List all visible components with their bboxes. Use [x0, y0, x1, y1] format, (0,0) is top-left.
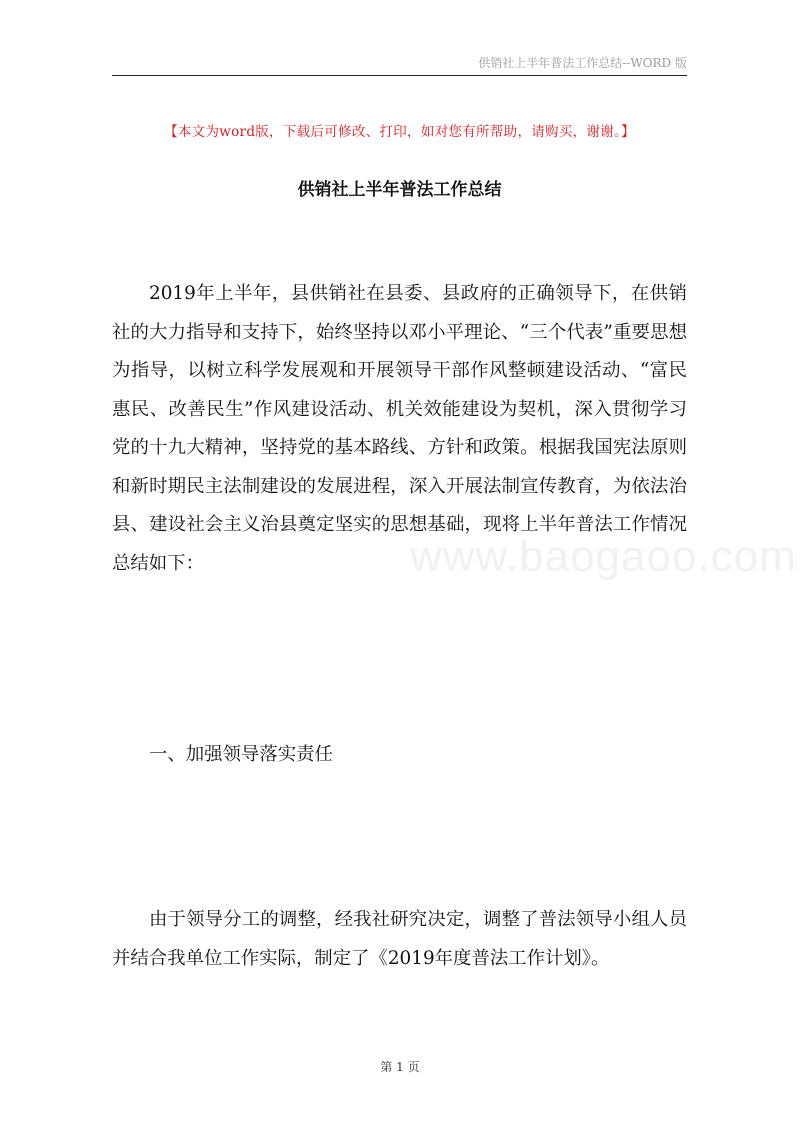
- watermark: www.baogaoo.com: [410, 532, 797, 581]
- header-divider: [112, 75, 687, 76]
- purchase-notice: 【本文为word版，下载后可修改、打印，如对您有所帮助，请购买，谢谢。】: [164, 124, 635, 140]
- page-number: 第 1 页: [380, 1060, 420, 1074]
- intro-paragraph: 2019年上半年，县供销社在县委、县政府的正确领导下，在供销社的大力指导和支持下，始终坚持以邓小平理论、“三个代表”重要思想为指导，以树立科学发展观和开展领导干部作风整顿建设活动、“富民惠民、改善民生”作风建设活动、机关效能建设为契机，深入贯彻学习党的十九大精神，坚持党的基本路线、方针和政策。根据我国宪法原则和新时期民主法制建设的发展进程，深入开展法制宣传教育，为依法治县、建设社会主义治县奠定坚实的思想基础，现将上半年普法工作情况总结如下：: [112, 283, 687, 574]
- body-paragraph: 由于领导分工的调整，经我社研究决定，调整了普法领导小组人员并结合我单位工作实际，制定了《2019年度普法工作计划》。: [112, 909, 687, 969]
- section-heading: 一、加强领导落实责任: [149, 744, 333, 765]
- document-title: 供销社上半年普法工作总结: [297, 180, 502, 200]
- page-header: 供销社上半年普法工作总结--WORD 版: [478, 56, 687, 70]
